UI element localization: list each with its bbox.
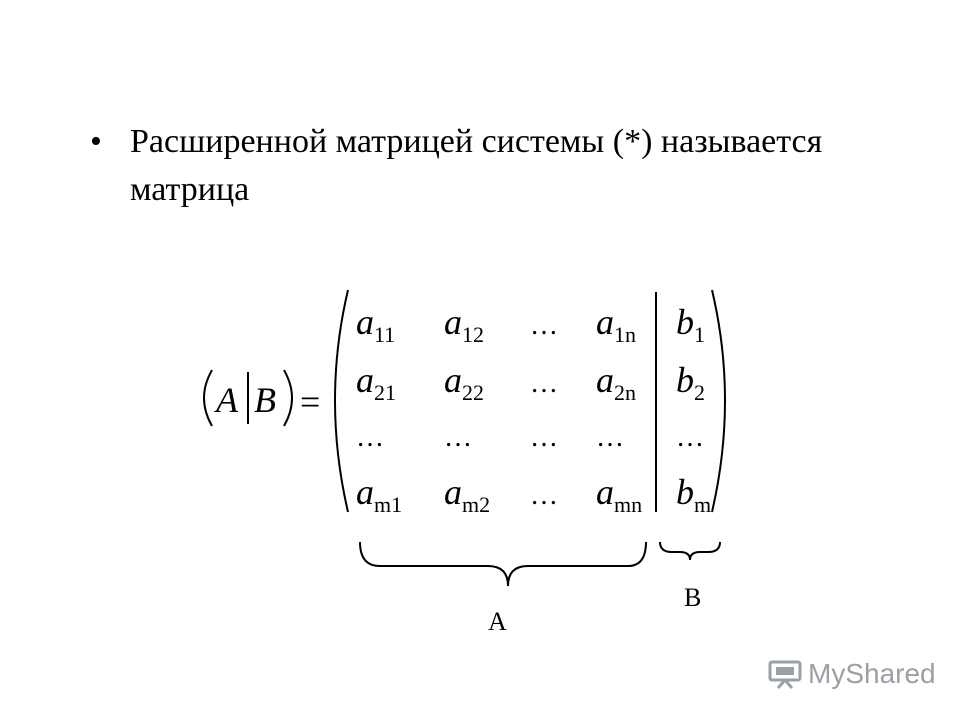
matrix-entry-r2c3: … xyxy=(530,368,558,399)
matrix-entry-r4c2: $a_{m2}$ xyxy=(444,472,491,517)
matrix-left-paren xyxy=(335,290,348,512)
matrix-entry-r2c1: $a_{21}$ xyxy=(356,360,396,405)
brace-B xyxy=(660,542,720,560)
matrix-entry-r3c1: … xyxy=(356,422,384,453)
matrix-entry-r3c4: … xyxy=(596,422,624,453)
lhs-B: B xyxy=(254,380,276,420)
watermark-text: MyShared xyxy=(808,658,936,689)
rhs-entry-r4: $b_m$ xyxy=(676,472,712,517)
lhs-A: A xyxy=(216,380,238,420)
matrix-entry-r3c3: … xyxy=(530,422,558,453)
matrix-cells xyxy=(356,302,711,517)
matrix-entry-r1c1: $a_{11}$ xyxy=(356,302,396,347)
brace-A-label: A xyxy=(488,607,507,636)
matrix-entry-r2c4: $a_{2n}$ xyxy=(596,360,636,405)
matrix-entry-r4c4: $a_{mn}$ xyxy=(596,472,643,517)
matrix-entry-r3c2: … xyxy=(444,422,472,453)
bullet-text-line1: Расширенной матрицей системы (*) называется xyxy=(130,123,823,160)
matrix-entry-r4c3: … xyxy=(530,480,558,511)
matrix-entry-r1c3: … xyxy=(530,310,558,341)
rhs-entry-r1: $b_1$ xyxy=(676,302,705,347)
rhs-entry-r2: $b_2$ xyxy=(676,360,705,405)
matrix-right-paren xyxy=(712,290,725,512)
bullet-text-line2: матрица xyxy=(130,171,250,208)
brace-A xyxy=(360,542,646,586)
presentation-board-icon xyxy=(768,659,802,689)
matrix-entry-r1c2: $a_{12}$ xyxy=(444,302,484,347)
matrix-entry-r2c2: $a_{22}$ xyxy=(444,360,484,405)
bullet-dot: • xyxy=(90,123,102,160)
matrix-entry-r4c1: $a_{m1}$ xyxy=(356,472,403,517)
rhs-entry-r3: … xyxy=(676,422,704,453)
watermark xyxy=(768,656,936,692)
lhs-right-paren xyxy=(284,370,292,426)
brace-B-label: B xyxy=(684,583,702,612)
lhs-left-paren xyxy=(204,370,212,426)
equals-sign: = xyxy=(300,382,321,422)
matrix-entry-r1c4: $a_{1n}$ xyxy=(596,302,636,347)
